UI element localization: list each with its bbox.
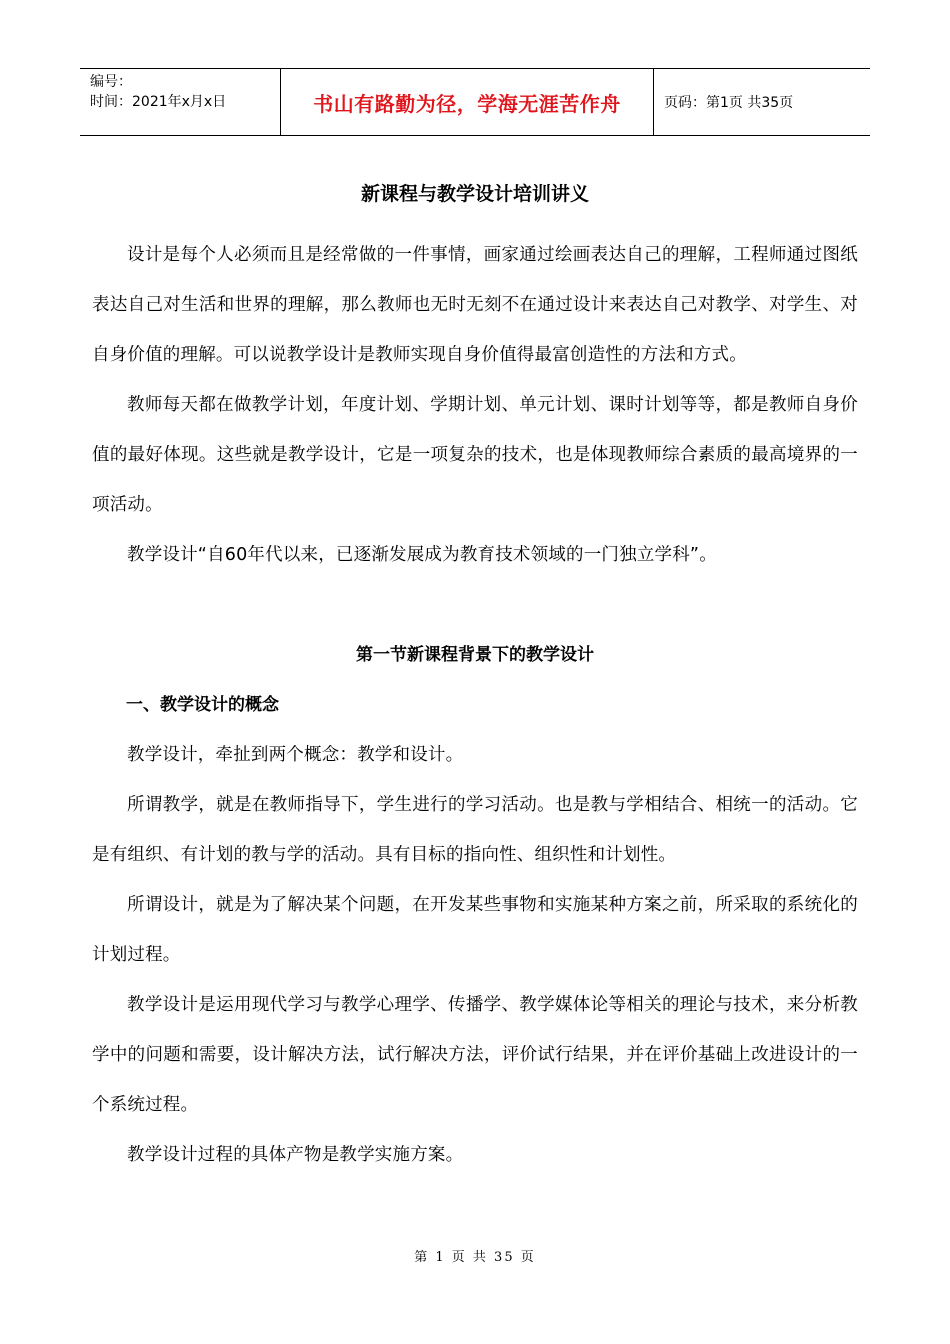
section-paragraph: 教学设计过程的具体产物是教学实施方案。 <box>127 1145 464 1165</box>
document-body <box>92 230 858 1180</box>
section-paragraph: 所谓教学，就是在教师指导下，学生进行的学习活动。也是教与学相结合、相统一的活动。它是有组织、有计划的教与学的活动。具有目标的指向性、组织性和计划性。 <box>92 795 858 865</box>
section-spacer <box>92 580 858 630</box>
document-title: 新课程与教学设计培训讲义 <box>360 183 589 205</box>
section-paragraph: 教学设计是运用现代学习与教学心理学、传播学、教学媒体论等相关的理论与技术，来分析教学中的问题和需要，设计解决方法，试行解决方法，评价试行结果，并在评价基础上改进设计的一个系统过程。 <box>92 995 858 1115</box>
section-paragraph: 教学设计，牵扯到两个概念：教学和设计。 <box>127 745 464 765</box>
time-label: 时间：2021年x月x日 <box>90 94 227 110</box>
header-meta <box>80 69 281 135</box>
subsection-title: 一、教学设计的概念 <box>126 695 279 715</box>
intro-paragraph: 设计是每个人必须而且是经常做的一件事情，画家通过绘画表达自己的理解，工程师通过图纸表达自己对生活和世界的理解，那么教师也无时无刻不在通过设计来表达自己对教学、对学生、对自身价值的理解。可以说教学设计是教师实现自身价值得最富创造性的方法和方式。 <box>92 245 858 365</box>
page-footer: 第 1 页 共 35 页 <box>414 1250 536 1265</box>
number-label: 编号： <box>90 74 132 90</box>
intro-paragraph: 教学设计“自60年代以来，已逐渐发展成为教育技术领域的一门独立学科”。 <box>127 545 717 565</box>
header-motto: 书山有路勤为径，学海无涯苦作舟 <box>281 69 654 135</box>
header-page-info: 页码：第1页 共35页 <box>664 95 794 111</box>
page-header <box>80 68 870 136</box>
section-title: 第一节新课程背景下的教学设计 <box>356 645 594 665</box>
section-paragraph: 所谓设计，就是为了解决某个问题，在开发某些事物和实施某种方案之前，所采取的系统化的计划过程。 <box>92 895 858 965</box>
intro-paragraph: 教师每天都在做教学计划，年度计划、学期计划、单元计划、课时计划等等，都是教师自身价值的最好体现。这些就是教学设计，它是一项复杂的技术，也是体现教师综合素质的最高境界的一项活动。 <box>92 395 858 515</box>
